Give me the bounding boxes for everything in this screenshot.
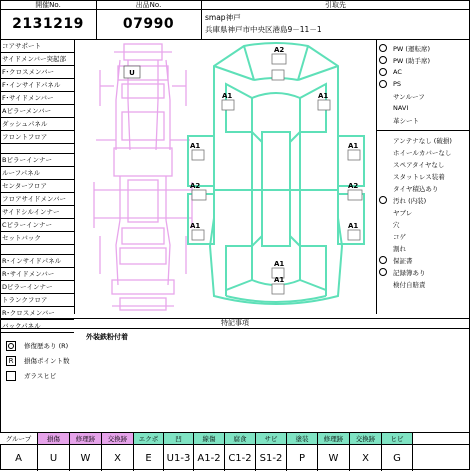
- frame-part-item: Aピラーメンバー: [0, 105, 74, 118]
- right-rear-quarter-damage-mark: A1: [348, 222, 359, 230]
- parts-section-gap: [0, 245, 74, 255]
- equipment-label: タイヤ積込あり: [393, 184, 439, 193]
- equipment-group-main: [377, 40, 470, 126]
- grade-header-cell: ヒビ: [382, 433, 413, 444]
- frame-part-item: センターフロア: [0, 180, 74, 193]
- equipment-label: 穴: [393, 220, 400, 229]
- grade-value-cell: X: [350, 445, 382, 471]
- frame-part-item: ルーフパネル: [0, 167, 74, 180]
- grade-value-cell: P: [287, 445, 318, 471]
- grade-header-cell: 修理跡: [318, 433, 350, 444]
- grade-value-cell: X: [102, 445, 134, 471]
- frame-part-item: セットバック: [0, 232, 74, 245]
- equipment-label: コゲ: [393, 232, 406, 241]
- equipment-item: [377, 90, 470, 102]
- legend-item: [6, 338, 126, 353]
- equipment-label: 保証書: [393, 256, 413, 265]
- equipment-item: [377, 78, 470, 90]
- equipment-item: [377, 66, 470, 78]
- frame-part-item: F･サイドメンバー: [0, 92, 74, 105]
- frame-part-item: フロントフロア: [0, 131, 74, 144]
- damage-legend: [6, 338, 126, 383]
- equipment-label: 割れ: [393, 244, 406, 253]
- equipment-item: [377, 266, 470, 278]
- equipment-label: スタットレス装着: [393, 172, 445, 181]
- equipment-item: [377, 242, 470, 254]
- grade-header-cell: サビ: [256, 433, 287, 444]
- checked-circle-icon: [379, 80, 387, 88]
- legend-item: [6, 368, 126, 383]
- frame-parts-list: [0, 40, 75, 330]
- equipment-item: [377, 278, 470, 290]
- equipment-list: [376, 40, 470, 314]
- frame-part-item: コアサポート: [0, 40, 74, 53]
- lot-no-value: 07990: [122, 16, 175, 32]
- grade-header-cell: エクボ: [134, 433, 164, 444]
- equipment-item: [377, 134, 470, 146]
- frame-part-item: R･インサイドパネル: [0, 255, 74, 268]
- legend-symbol-box: [6, 371, 16, 381]
- equipment-label: 革シート: [393, 116, 419, 125]
- grade-header-cell: 塗装: [287, 433, 318, 444]
- equipment-group-condition: [377, 134, 470, 290]
- frame-part-item: F･クロスメンバー: [0, 66, 74, 79]
- frame-part-item: フロアサイドメンバー: [0, 193, 74, 206]
- equipment-item: [377, 182, 470, 194]
- rear-bumper-damage-mark: A1: [274, 276, 285, 284]
- equipment-item: [377, 218, 470, 230]
- header-divider: [201, 0, 202, 40]
- equipment-label: 記録簿あり: [393, 268, 426, 277]
- equipment-label: PW (助手席): [393, 56, 430, 65]
- equipment-item: [377, 206, 470, 218]
- destination-name: smap神戸: [205, 13, 241, 22]
- equipment-label: PS: [393, 80, 402, 88]
- grade-value-cell: U1-3: [164, 445, 194, 471]
- grade-value-cell: E: [134, 445, 164, 471]
- equipment-item: [377, 254, 470, 266]
- frame-part-item: サイドメンバー突起部: [0, 53, 74, 66]
- equipment-label: アンテナなし (破損): [393, 136, 452, 145]
- equipment-label: サンルーフ: [393, 92, 425, 101]
- equipment-item: [377, 230, 470, 242]
- frame-part-item: Bピラーインナー: [0, 154, 74, 167]
- grade-table: [0, 432, 470, 470]
- right-rear-door-damage-mark: A2: [348, 182, 359, 190]
- lot-no-label: 出品No.: [135, 1, 162, 9]
- checked-circle-icon: [379, 56, 387, 64]
- legend-letter: R: [8, 356, 14, 365]
- legend-label: ガラスヒビ: [24, 372, 57, 380]
- equipment-item: [377, 114, 470, 126]
- frame-part-item: R･サイドメンバー: [0, 268, 74, 281]
- destination-label: 引取先: [325, 1, 346, 9]
- legend-item: [6, 353, 126, 368]
- parts-section-gap: [0, 144, 74, 154]
- equipment-item: [377, 54, 470, 66]
- left-front-door-damage-mark: A1: [190, 142, 201, 150]
- frame-part-item: F･インサイドパネル: [0, 79, 74, 92]
- grade-value-cell: S1-2: [256, 445, 287, 471]
- equipment-label: 検付自賠責: [393, 280, 426, 289]
- checked-circle-icon: [379, 196, 387, 204]
- front-left-damage-mark: A1: [222, 92, 233, 100]
- checked-circle-icon: [379, 68, 387, 76]
- equipment-item: [377, 170, 470, 182]
- checked-circle-icon: [379, 44, 387, 52]
- grade-value-cell: A1-2: [194, 445, 225, 471]
- frame-part-item: ダッシュパネル: [0, 118, 74, 131]
- notes-title: 特記事項: [221, 319, 249, 327]
- legend-symbol-box: [6, 356, 16, 366]
- frame-damage-mark: U: [129, 69, 135, 77]
- grade-header-cell: 損傷: [38, 433, 70, 444]
- equipment-item: [377, 158, 470, 170]
- equipment-label: スペアタイヤなし: [393, 160, 445, 169]
- frame-part-item: バックパネル: [0, 320, 74, 333]
- trunk-damage-mark: A1: [274, 260, 285, 268]
- grade-table-values: [0, 445, 470, 471]
- destination-address: 兵庫県神戸市中央区港島9－11－1: [205, 25, 322, 34]
- ring-icon: [8, 343, 14, 349]
- front-right-damage-mark: A1: [318, 92, 329, 100]
- meeting-no-label: 開催No.: [35, 1, 61, 9]
- equipment-label: ヤブレ: [393, 208, 413, 217]
- notes-memo: 外装鉄粉付着: [86, 333, 128, 341]
- legend-symbol-box: [6, 341, 16, 351]
- grade-table-header: [0, 433, 470, 445]
- frame-part-item: トランクフロア: [0, 294, 74, 307]
- grade-header-cell: 腐食: [225, 433, 256, 444]
- equipment-label: AC: [393, 68, 402, 76]
- frame-part-item: R･クロスメンバー: [0, 307, 74, 320]
- legend-label: 損傷ポイント数: [24, 357, 70, 365]
- meeting-no-value: 2131219: [12, 16, 84, 32]
- grade-value-cell: W: [70, 445, 102, 471]
- underbody-frame: [94, 44, 192, 310]
- frame-part-item: Dピラーインナー: [0, 281, 74, 294]
- vehicle-diagram: [76, 40, 376, 314]
- grade-value-cell: G: [382, 445, 413, 471]
- right-front-door-damage-mark: A1: [348, 142, 359, 150]
- equipment-label: NAVI: [393, 104, 409, 112]
- damage-marker-boxes: [192, 54, 362, 294]
- equipment-item: [377, 194, 470, 206]
- equipment-divider: [377, 130, 470, 131]
- frame-part-item: サイドシルインナー: [0, 206, 74, 219]
- grade-header-cell: 線傷: [194, 433, 225, 444]
- grade-header-cell: グループ: [0, 433, 38, 444]
- left-rear-door-damage-mark: A2: [190, 182, 201, 190]
- left-rear-quarter-damage-mark: A1: [190, 222, 201, 230]
- equipment-item: [377, 146, 470, 158]
- grade-header-cell: 交換跡: [102, 433, 134, 444]
- grade-value-cell: W: [318, 445, 350, 471]
- grade-value-cell: C1-2: [225, 445, 256, 471]
- hood-damage-mark: A2: [274, 46, 285, 54]
- grade-header-cell: 凹: [164, 433, 194, 444]
- grade-header-cell: 修理跡: [70, 433, 102, 444]
- legend-label: 修復歴あり (R): [24, 342, 69, 350]
- grade-header-cell: 交換跡: [350, 433, 382, 444]
- grade-value-cell: U: [38, 445, 70, 471]
- equipment-label: 汚れ (内装): [393, 196, 427, 205]
- checked-circle-icon: [379, 256, 387, 264]
- equipment-item: [377, 102, 470, 114]
- equipment-label: ホイールカバーなし: [393, 148, 452, 157]
- checked-circle-icon: [379, 268, 387, 276]
- equipment-label: PW (運転席): [393, 44, 430, 53]
- equipment-item: [377, 42, 470, 54]
- grade-value-cell: A: [0, 445, 38, 471]
- frame-part-item: Cピラーインナー: [0, 219, 74, 232]
